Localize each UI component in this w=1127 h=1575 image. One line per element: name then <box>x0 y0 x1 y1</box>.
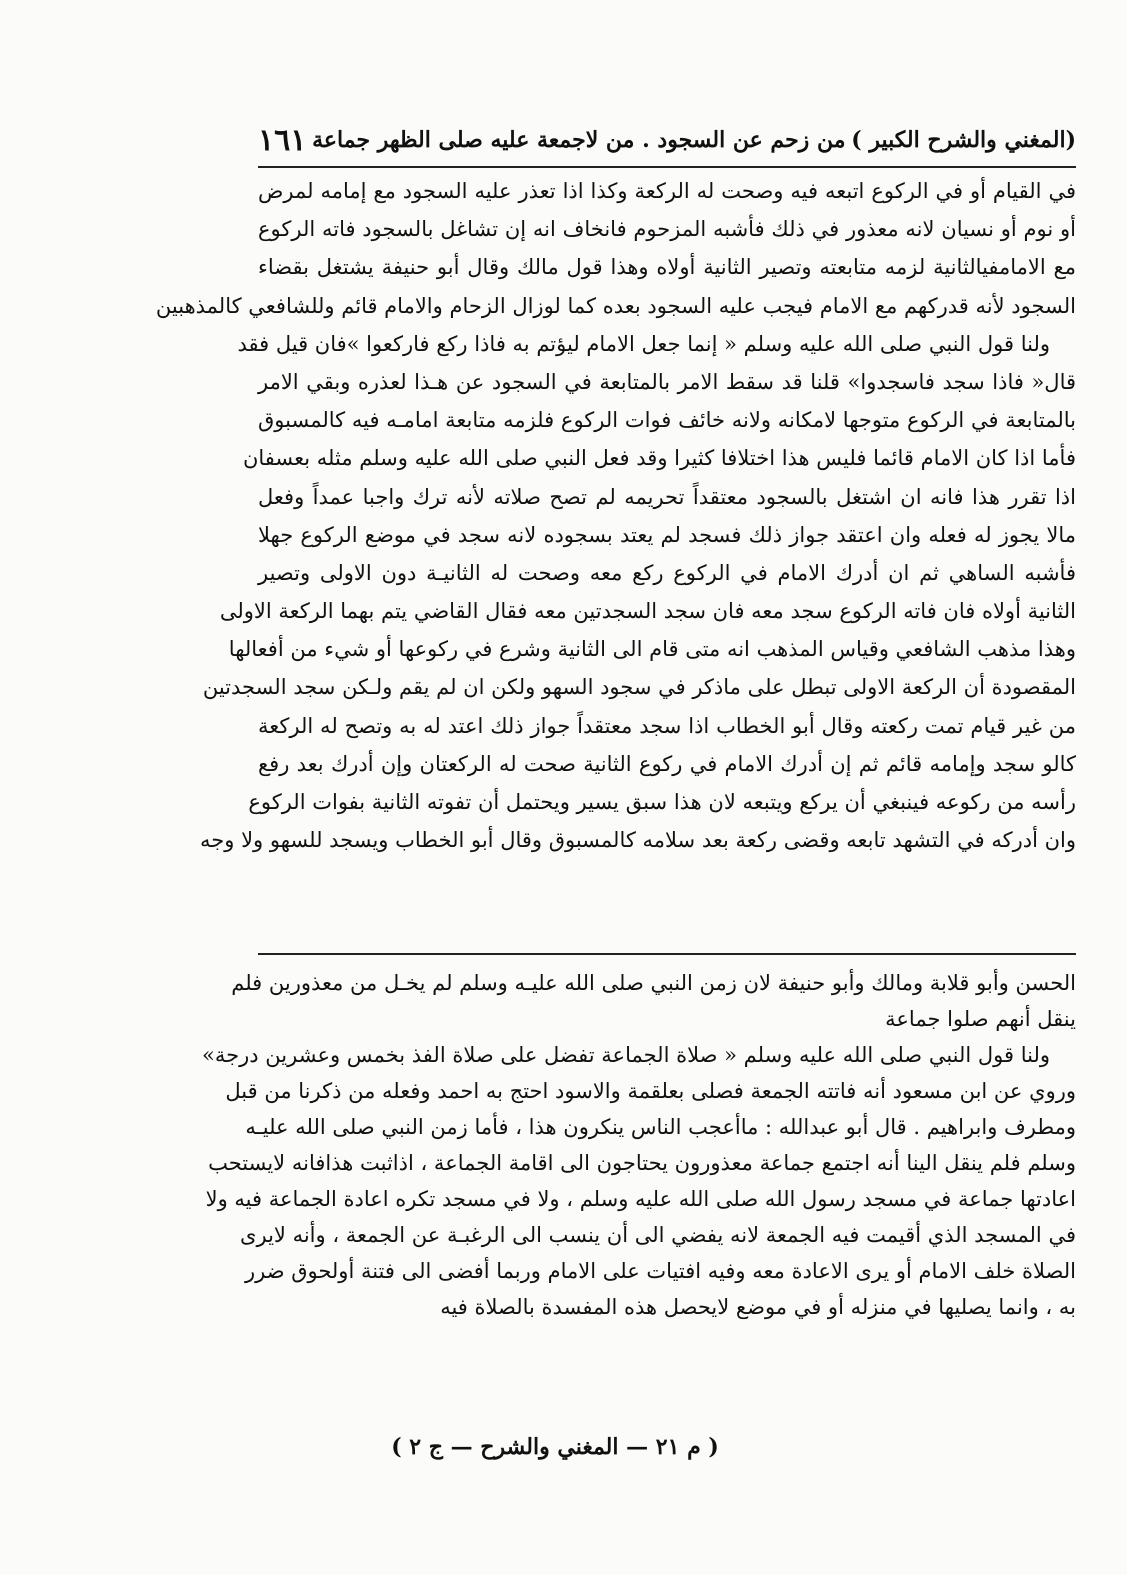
text-line: أو نوم أو نسيان لانه معذور في ذلك فأشبه المزحوم فانخاف انه إن تشاغل بالسجود فاته الركوع <box>258 217 1076 242</box>
text-line: قال« فاذا سجد فاسجدوا» قلنا قد سقط الامر بالمتابعة في السجود عن هـذا لعذره وبقي الامر <box>258 369 1076 394</box>
text-line: كالو سجد وإمامه قائم ثم إن أدرك الامام في ركوع الثانية صحت له الركعتان وإن أدرك بعد رفع <box>258 751 1076 776</box>
text-line: وان أدركه في التشهد تابعه وقضى ركعة بعد سلامه كالمسبوق وقال أبو الخطاب ويسجد للسهو ولا وجه <box>200 828 1076 853</box>
commentary-text <box>202 965 1076 1325</box>
text-line: من غير قيام تمت ركعته وقال أبو الخطاب اذا سجد معتقداً جواز ذلك اعتد له به وتصح له الركعة <box>258 713 1076 738</box>
text-line: في القيام أو في الركوع اتبعه فيه وصحت له الركعة وكذا اذا تعذر عليه السجود مع إمامه لمرض <box>258 179 1076 203</box>
running-title: من زحم عن السجود . من لاجمعة عليه صلى الظهر جماعة <box>312 127 846 153</box>
text-line: رأسه من ركوعه فينبغي أن يركع ويتبعه لان هذا سبق يسير ويحتمل أن تفوته الثانية بفوات الركوع <box>248 790 1076 814</box>
text-line: بالمتابعة في الركوع متوجها لامكانه ولانه خائف فوات الركوع فلزمه متابعة امامـه فيه كالمسبوق <box>258 408 1076 433</box>
book-title: (المغني والشرح الكبير ) <box>851 127 1076 153</box>
text-line: وهذا مذهب الشافعي وقياس المذهب انه متى قام الى الثانية وشرع في ركوعها أو شيء من أفعالها <box>228 637 1076 662</box>
note-line: الحسن وأبو قلابة ومالك وأبو حنيفة لان زمن النبي صلى الله عليـه وسلم لم يخـل من معذورين فلم <box>231 971 1076 995</box>
text-line: ولنا قول النبي صلى الله عليه وسلم « إنما جعل الامام ليؤتم به فاذا ركع فاركعوا »فان قيل فقد <box>237 331 1050 356</box>
text-line: فأما اذا كان الامام قائما فليس هذا اختلافا كثيرا وقد فعل النبي صلى الله عليه وسلم مثله بعسفان <box>242 446 1076 471</box>
note-line: وسلم فلم ينقل الينا أنه اجتمع جماعة معذورون يحتاجون الى اقامة الجماعة ، اذاثبت هذافانه لايستحب <box>208 1151 1076 1175</box>
note-line: اعادتها جماعة في مسجد رسول الله صلى الله عليه وسلم ، ولا في مسجد تكره اعادة الجماعة فيه ولا <box>205 1187 1076 1211</box>
main-text <box>155 172 1076 859</box>
text-line: مع الامامفيالثانية لزمه متابعته وتصير الثانية أولاه وهذا قول مالك وقال أبو حنيفة يشتغل بقضاء <box>258 255 1076 280</box>
text-line: اذا تقرر هذا فانه ان اشتغل بالسجود معتقداً تحريمه لم تصح صلاته لأنه ترك واجبا عمداً وفعل <box>258 484 1076 509</box>
footnote-separator <box>258 953 1076 955</box>
page-header <box>258 118 1076 162</box>
header-rule <box>258 166 1076 168</box>
text-line: الثانية أولاه فان فاته الركوع سجد معه فان سجد السجدتين معه فقال القاضي يتم بهما الركعة الاولى <box>219 599 1076 624</box>
note-line: ينقل أنهم صلوا جماعة <box>885 1007 1076 1031</box>
note-line: ومطرف وابراهيم . قال أبو عبدالله : ماأعجب الناس ينكرون هذا ، فأما زمن النبي صلى الله عليـه <box>245 1115 1076 1139</box>
text-line: مالا يجوز له فعله وان اعتقد جواز ذلك فسجد لم يعتد بسجوده لانه سجد في موضع الركوع جهلا <box>258 522 1076 547</box>
page-number: ١٦١ <box>258 122 307 158</box>
text-line: السجود لأنه قدركهم مع الامام فيجب عليه السجود بعده كما لوزال الزحام والامام قائم وللشافعي كالمذهبين <box>155 293 1076 318</box>
note-line: ولنا قول النبي صلى الله عليه وسلم « صلاة الجماعة تفضل على صلاة الفذ بخمس وعشرين درجة» <box>202 1043 1050 1067</box>
text-line: فأشبه الساهي ثم ان أدرك الامام في الركوع ركع معه وصحت له الثانيـة دون الاولى وتصير <box>258 560 1076 585</box>
text-line: المقصودة أن الركعة الاولى تبطل على ماذكر في سجود السهو ولكن ان لم يقم ولـكن سجد السجدتين <box>202 675 1076 700</box>
signature-mark: ( م ٢١ — المغني والشرح — ج ٢ ) <box>391 1434 719 1460</box>
note-line: به ، وانما يصليها في منزله أو في موضع لايحصل هذه المفسدة بالصلاة فيه <box>440 1295 1076 1319</box>
note-line: وروي عن ابن مسعود أنه فاتته الجمعة فصلى بعلقمة والاسود احتج به احمد وفعله من ذكرنا من قبل <box>225 1079 1076 1103</box>
note-line: في المسجد الذي أقيمت فيه الجمعة لانه يفضي الى أن ينسب الى الرغبـة عن الجمعة ، وأنه لايرى <box>240 1223 1076 1247</box>
note-line: الصلاة خلف الامام أو يرى الاعادة معه وفيه افتيات على الامام وربما أفضى الى فتنة أولحوق ضرر <box>244 1259 1076 1283</box>
